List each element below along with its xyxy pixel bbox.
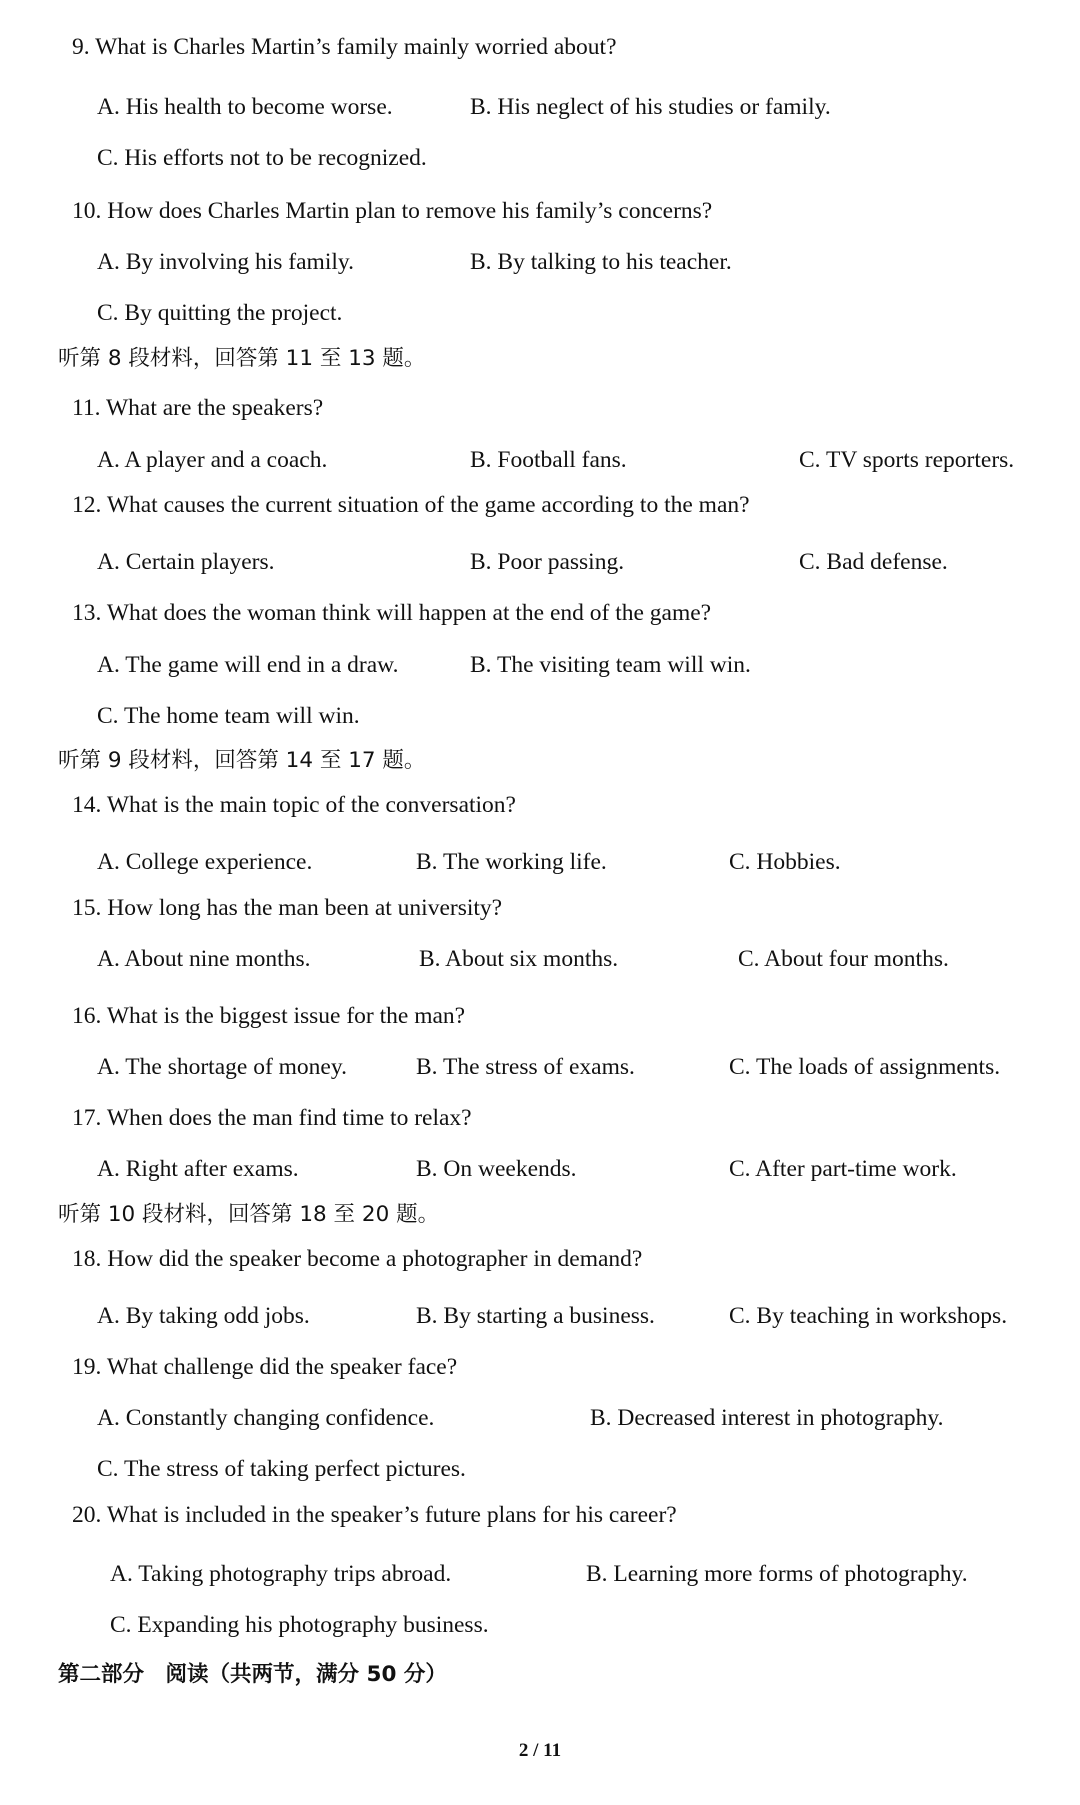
option-10a: A. By involving his family. [97, 249, 354, 275]
option-13c: C. The home team will win. [97, 703, 360, 729]
option-19c: C. The stress of taking perfect pictures. [97, 1456, 466, 1482]
question-12: 12. What causes the current situation of the game according to the man? [72, 492, 750, 518]
question-19: 19. What challenge did the speaker face? [72, 1354, 458, 1380]
option-18c: C. By teaching in workshops. [729, 1303, 1008, 1329]
question-18: 18. How did the speaker become a photographer in demand? [72, 1246, 643, 1272]
question-13: 13. What does the woman think will happen at the end of the game? [72, 600, 712, 626]
option-18a: A. By taking odd jobs. [97, 1303, 310, 1329]
page-number: 2 / 11 [518, 1740, 562, 1761]
question-9: 9. What is Charles Martin’s family mainly worried about? [72, 34, 617, 60]
option-11c: C. TV sports reporters. [799, 447, 1015, 473]
option-14a: A. College experience. [97, 849, 313, 875]
option-16b: B. The stress of exams. [416, 1054, 635, 1080]
option-17b: B. On weekends. [416, 1156, 577, 1182]
option-19a: A. Constantly changing confidence. [97, 1405, 435, 1431]
section-instruction-9: 听第 9 段材料，回答第 14 至 17 题。 [58, 748, 426, 773]
option-10c: C. By quitting the project. [97, 300, 343, 326]
option-12c: C. Bad defense. [799, 549, 948, 575]
section-instruction-10: 听第 10 段材料，回答第 18 至 20 题。 [58, 1202, 440, 1227]
section-instruction-8: 听第 8 段材料，回答第 11 至 13 题。 [58, 346, 426, 371]
option-20a: A. Taking photography trips abroad. [110, 1561, 452, 1587]
option-14c: C. Hobbies. [729, 849, 841, 875]
option-11a: A. A player and a coach. [97, 447, 328, 473]
option-17a: A. Right after exams. [97, 1156, 299, 1182]
option-15b: B. About six months. [419, 946, 619, 972]
question-16: 16. What is the biggest issue for the man? [72, 1003, 466, 1029]
option-19b: B. Decreased interest in photography. [590, 1405, 944, 1431]
option-17c: C. After part-time work. [729, 1156, 957, 1182]
option-15c: C. About four months. [738, 946, 949, 972]
option-20c: C. Expanding his photography business. [110, 1612, 489, 1638]
option-9c: C. His efforts not to be recognized. [97, 145, 427, 171]
option-9a: A. His health to become worse. [97, 94, 393, 120]
question-17: 17. When does the man find time to relax? [72, 1105, 472, 1131]
option-16a: A. The shortage of money. [97, 1054, 347, 1080]
option-13b: B. The visiting team will win. [470, 652, 751, 678]
question-10: 10. How does Charles Martin plan to remove his family’s concerns? [72, 198, 713, 224]
question-20: 20. What is included in the speaker’s future plans for his career? [72, 1502, 677, 1528]
option-15a: A. About nine months. [97, 946, 311, 972]
question-14: 14. What is the main topic of the conversation? [72, 792, 516, 818]
question-11: 11. What are the speakers? [72, 395, 324, 421]
option-12a: A. Certain players. [97, 549, 275, 575]
option-11b: B. Football fans. [470, 447, 627, 473]
option-18b: B. By starting a business. [416, 1303, 655, 1329]
part-two-heading: 第二部分 阅读（共两节，满分 50 分） [58, 1662, 447, 1687]
option-12b: B. Poor passing. [470, 549, 625, 575]
option-13a: A. The game will end in a draw. [97, 652, 399, 678]
option-9b: B. His neglect of his studies or family. [470, 94, 831, 120]
option-20b: B. Learning more forms of photography. [586, 1561, 968, 1587]
option-16c: C. The loads of assignments. [729, 1054, 1001, 1080]
option-10b: B. By talking to his teacher. [470, 249, 732, 275]
question-15: 15. How long has the man been at university? [72, 895, 503, 921]
option-14b: B. The working life. [416, 849, 607, 875]
